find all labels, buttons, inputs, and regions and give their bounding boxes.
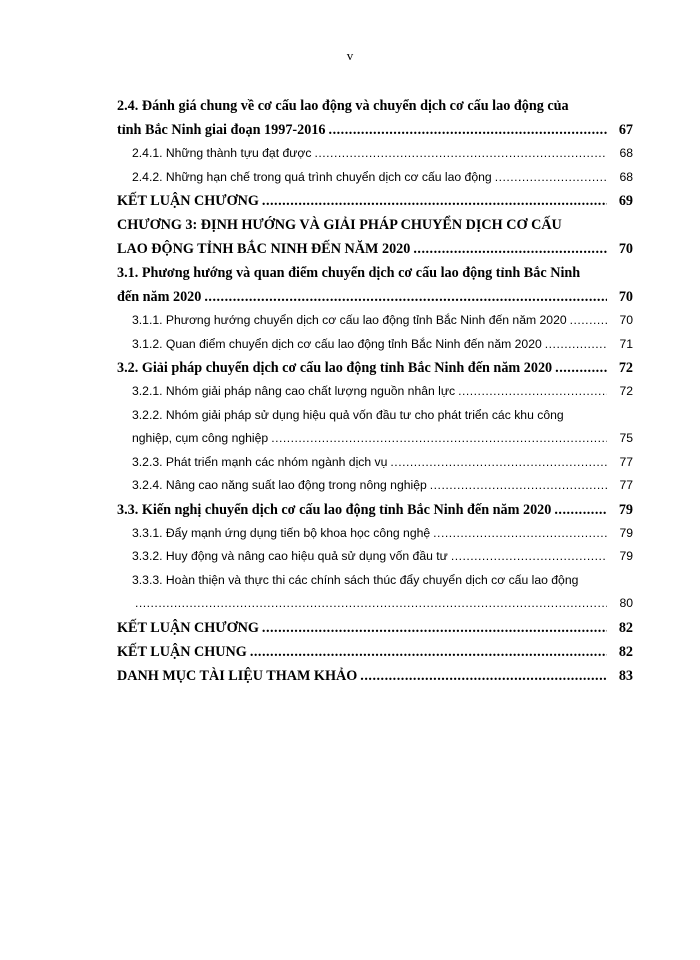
toc-entry-title: 3.1.1. Phương hướng chuyển dịch cơ cấu lao động tỉnh Bắc Ninh đến năm 2020 [132, 313, 567, 327]
toc-entry-title: 2.4.1. Những thành tựu đạt được [132, 146, 312, 160]
dot-leader [554, 498, 607, 522]
toc-entry[interactable] [117, 522, 633, 546]
toc-entry-title-line: 2.4. Đánh giá chung về cơ cấu lao động và chuyển dịch cơ cấu lao động của [117, 98, 569, 114]
toc-entry[interactable] [117, 664, 633, 688]
dot-leader [458, 380, 607, 404]
toc-entry[interactable] [117, 94, 633, 142]
toc-entry[interactable] [117, 380, 633, 404]
toc-page-number: 71 [619, 336, 633, 351]
dot-leader [271, 427, 607, 451]
toc-entry[interactable] [117, 333, 633, 357]
toc-entry-title: 3.2.1. Nhóm giải pháp nâng cao chất lượng nguồn nhân lực [132, 384, 456, 398]
toc-entry-title: 3.1.2. Quan điểm chuyển dịch cơ cấu lao động tỉnh Bắc Ninh đến năm 2020 [132, 336, 542, 351]
toc-entry-title: tỉnh Bắc Ninh giai đoạn 1997-2016 [117, 122, 326, 138]
toc-entry-title-line: CHƯƠNG 3: ĐỊNH HƯỚNG VÀ GIẢI PHÁP CHUYỂN DỊCH CƠ CẤU [117, 217, 562, 233]
toc-page-number: 83 [618, 667, 633, 684]
toc-entry-title: 3.3.2. Huy động và nâng cao hiệu quả sử dụng vốn đầu tư [132, 549, 448, 563]
page-number: v [346, 48, 354, 63]
dot-leader [451, 545, 607, 569]
dot-leader [262, 189, 607, 213]
toc-entry[interactable] [117, 261, 633, 309]
dot-leader [135, 592, 607, 616]
toc-page-number: 70 [618, 241, 633, 257]
toc-entry[interactable] [117, 166, 633, 190]
toc-entry-title: KẾT LUẬN CHƯƠNG [117, 193, 259, 209]
toc-entry-title: 3.3. Kiến nghị chuyển dịch cơ cấu lao động tỉnh Bắc Ninh đến năm 2020 [117, 501, 552, 518]
toc-page-number: 79 [619, 549, 633, 563]
toc-page-number: 75 [619, 431, 633, 445]
toc-page-number: 68 [619, 169, 633, 184]
dot-leader [360, 664, 607, 688]
toc-entry[interactable] [117, 498, 633, 522]
toc-entry-title: KẾT LUẬN CHƯƠNG [117, 619, 259, 636]
dot-leader [545, 333, 607, 357]
dot-leader [250, 640, 607, 664]
toc-entry[interactable] [117, 356, 633, 380]
dot-leader [433, 522, 607, 546]
dot-leader [495, 166, 607, 190]
toc-entry-title: 3.2. Giải pháp chuyển dịch cơ cấu lao động tỉnh Bắc Ninh đến năm 2020 [117, 360, 553, 376]
dot-leader [413, 237, 607, 261]
toc-page-number: 70 [618, 289, 633, 305]
toc-entry[interactable] [117, 545, 633, 569]
toc-page-number: 79 [619, 525, 633, 540]
toc-entry[interactable] [117, 569, 633, 616]
toc-entry-title: 3.2.3. Phát triển mạnh các nhóm ngành dịch vụ [132, 454, 388, 469]
toc-page-number: 72 [619, 384, 633, 398]
toc-entry-title: 3.2.4. Nâng cao năng suất lao động trong nông nghiệp [132, 478, 427, 492]
dot-leader [555, 356, 607, 380]
toc-entry-title: đến năm 2020 [117, 289, 202, 305]
dot-leader [430, 474, 607, 498]
toc-page-number: 82 [618, 643, 633, 660]
toc-entry-title: LAO ĐỘNG TỈNH BẮC NINH ĐẾN NĂM 2020 [117, 241, 411, 257]
toc-entry-title: 3.3.1. Đẩy mạnh ứng dụng tiến bộ khoa học công nghệ [132, 525, 431, 540]
toc-entry[interactable] [117, 142, 633, 166]
dot-leader [329, 118, 607, 142]
table-of-contents [117, 94, 633, 688]
dot-leader [315, 142, 607, 166]
toc-page-number: 77 [619, 478, 633, 492]
toc-entry[interactable] [117, 451, 633, 475]
toc-entry-title: KẾT LUẬN CHUNG [117, 643, 247, 660]
toc-entry[interactable] [117, 189, 633, 213]
toc-page-number: 70 [619, 313, 633, 327]
dot-leader [262, 616, 607, 640]
dot-leader [570, 309, 607, 333]
toc-entry[interactable] [117, 309, 633, 333]
toc-entry-title: 2.4.2. Những hạn chế trong quá trình chuyển dịch cơ cấu lao động [132, 169, 492, 184]
toc-entry-title: DANH MỤC TÀI LIỆU THAM KHẢO [117, 667, 358, 684]
toc-entry[interactable] [117, 616, 633, 640]
toc-entry[interactable] [117, 213, 633, 261]
toc-page-number: 79 [618, 501, 633, 518]
toc-page-number: 67 [618, 122, 633, 138]
toc-page-number: 82 [618, 619, 633, 636]
toc-page-number: 80 [619, 596, 633, 610]
toc-entry-title-line: 3.3.3. Hoàn thiện và thực thi các chính sách thúc đẩy chuyển dịch cơ cấu lao động [132, 572, 579, 587]
toc-page-number: 72 [618, 360, 633, 376]
toc-entry[interactable] [117, 474, 633, 498]
toc-entry-title-line: 3.2.2. Nhóm giải pháp sử dụng hiệu quả vốn đầu tư cho phát triển các khu công [132, 407, 564, 422]
toc-page-number: 68 [619, 146, 633, 160]
toc-entry[interactable] [117, 404, 633, 451]
dot-leader [204, 285, 607, 309]
toc-page-number: 69 [618, 193, 633, 209]
toc-entry[interactable] [117, 640, 633, 664]
toc-entry-title: nghiệp, cụm công nghiệp [132, 431, 269, 445]
toc-entry-title-line: 3.1. Phương hướng và quan điểm chuyển dịch cơ cấu lao động tỉnh Bắc Ninh [117, 265, 581, 281]
toc-page-number: 77 [619, 454, 633, 469]
dot-leader [390, 451, 607, 475]
